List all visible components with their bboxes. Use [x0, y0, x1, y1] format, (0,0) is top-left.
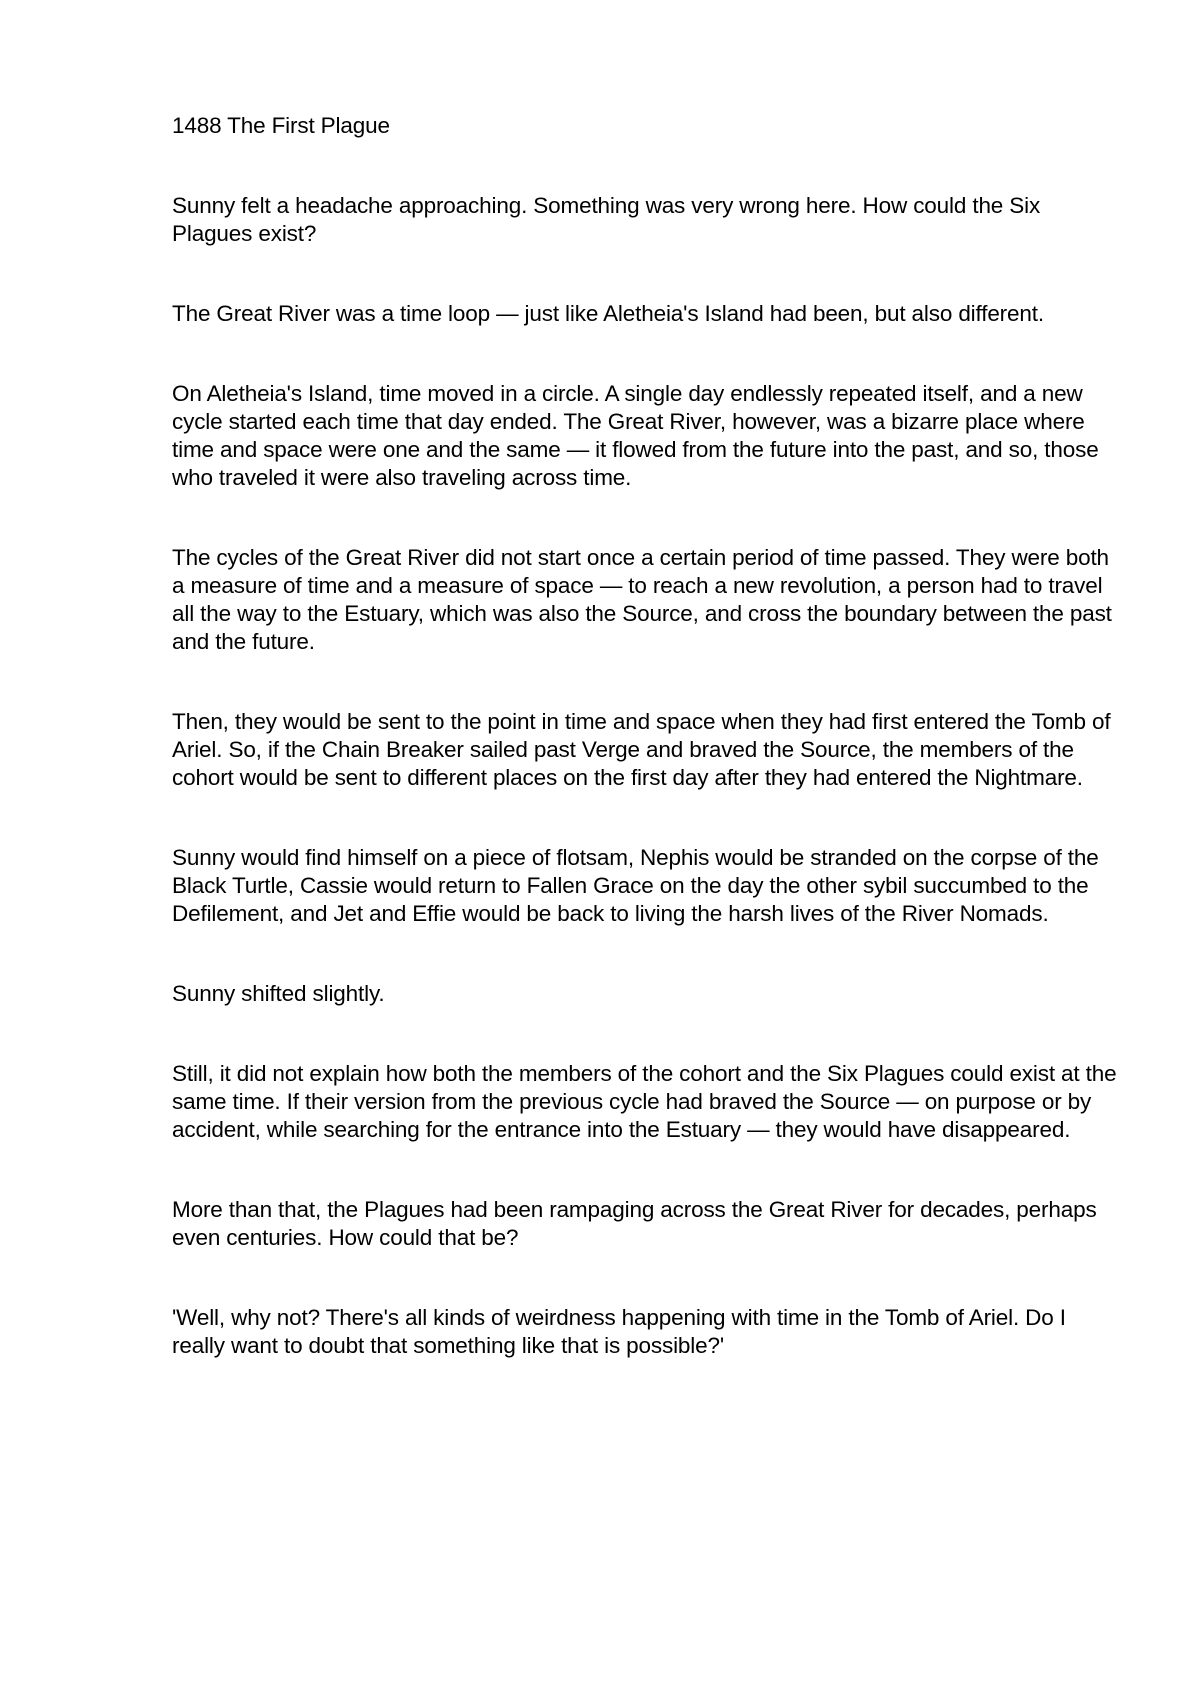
- paragraph: On Aletheia's Island, time moved in a circle. A single day endlessly repeated itself, and a new cycle started each time that day ended. The Great River, however, was a bizarre place where time and space were one and the same — it flowed from the future into the past, and so, those who traveled it were also traveling across time.: [172, 381, 1099, 490]
- paragraph: 'Well, why not? There's all kinds of weirdness happening with time in the Tomb of Ariel. Do I really want to doubt that something like that is possible?': [172, 1305, 1066, 1358]
- chapter-title: 1488 The First Plague: [172, 113, 390, 138]
- paragraph: Then, they would be sent to the point in time and space when they had first entered the Tomb of Ariel. So, if the Chain Breaker sailed past Verge and braved the Source, the members of the cohort would be sent to different places on the first day after they had entered the Nightmare.: [172, 709, 1111, 790]
- paragraph: The cycles of the Great River did not start once a certain period of time passed. They were both a measure of time and a measure of space — to reach a new revolution, a person had to travel all the way to the Estuary, which was also the Source, and cross the boundary between the past and the future.: [172, 545, 1112, 654]
- paragraph: Still, it did not explain how both the members of the cohort and the Six Plagues could exist at the same time. If their version from the previous cycle had braved the Source — on purpose or by accident, while searching for the entrance into the Estuary — they would have disappeared.: [172, 1061, 1117, 1142]
- paragraph: Sunny would find himself on a piece of flotsam, Nephis would be stranded on the corpse of the Black Turtle, Cassie would return to Fallen Grace on the day the other sybil succumbed to the Defilement, and Jet and Effie would be back to living the harsh lives of the River Nomads.: [172, 845, 1099, 926]
- paragraph: Sunny felt a headache approaching. Something was very wrong here. How could the Six Plagues exist?: [172, 193, 1041, 246]
- paragraph: The Great River was a time loop — just like Aletheia's Island had been, but also different.: [172, 301, 1044, 326]
- document-body: [172, 112, 1122, 1412]
- paragraph: Sunny shifted slightly.: [172, 981, 385, 1006]
- paragraph: More than that, the Plagues had been rampaging across the Great River for decades, perhaps even centuries. How could that be?: [172, 1197, 1097, 1250]
